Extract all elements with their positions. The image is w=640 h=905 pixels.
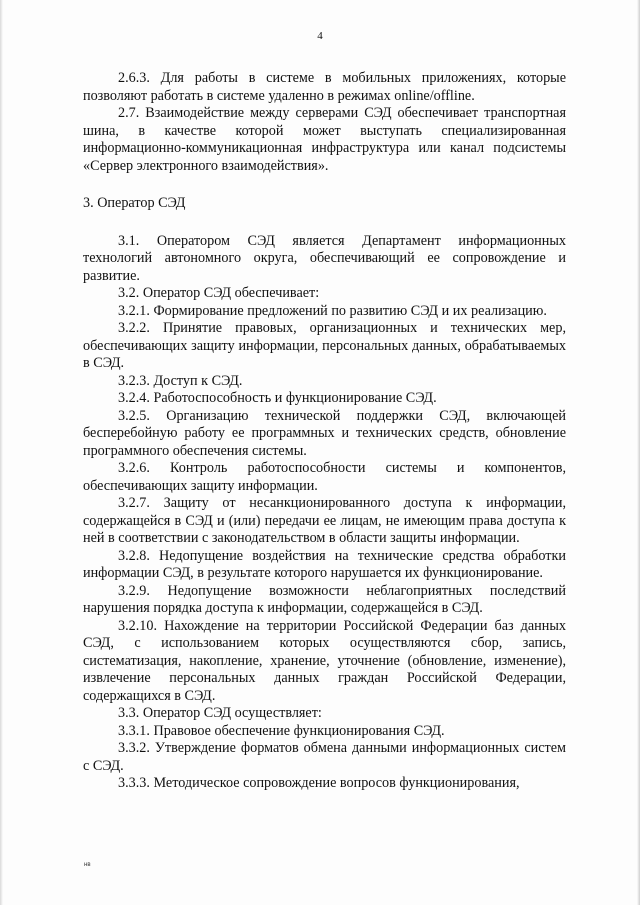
paragraph-3-2-6: 3.2.6. Контроль работоспособности системы и компонентов, обеспечивающих защиту информации. <box>83 460 566 494</box>
paragraph-3-2-2: 3.2.2. Принятие правовых, организационных и технических мер, обеспечивающих защиту информации, персональных данных, обрабатываемых в СЭД. <box>83 320 566 371</box>
paragraph-3-2-7: 3.2.7. Защиту от несанкционированного доступа к информации, содержащейся в СЭД и (или) передачи ее лицам, не имеющим права доступа к ней в соответствии с законодательством в области защиты информации. <box>83 495 566 546</box>
paragraph-3-3-3: 3.3.3. Методическое сопровождение вопросов функционирования, <box>118 775 520 791</box>
paragraph-3-2-5: 3.2.5. Организацию технической поддержки СЭД, включающей бесперебойную работу ее программных и технических средств, обновление программного обеспечения системы. <box>83 407 566 459</box>
paragraph-3-3: 3.3. Оператор СЭД осуществляет: <box>118 705 322 721</box>
scan-edge-left <box>0 0 3 905</box>
paragraph-3-3-2: 3.3.2. Утверждение форматов обмена данными информационных систем с СЭД. <box>83 740 566 774</box>
paragraph-3-2-10: 3.2.10. Нахождение на территории Российской Федерации баз данных СЭД, с использованием которых осуществляются сбор, запись, систематизация, накопление, хранение, уточнение (обновление, изменение), извлечение персональных данных граждан Российской Федерации, содержащихся в СЭД. <box>83 617 566 704</box>
paragraph-3-2-9: 3.2.9. Недопущение возможности неблагоприятных последствий нарушения порядка доступа к информации, содержащейся в СЭД. <box>83 582 566 616</box>
footer-initials: нв <box>84 862 91 868</box>
paragraph-3-2-4: 3.2.4. Работоспособность и функционирование СЭД. <box>118 390 437 406</box>
paragraph-3-1: 3.1. Оператором СЭД является Департамент информационных технологий автономного округа, обеспечивающий ее сопровождение и развитие. <box>83 232 566 284</box>
page-number: 4 <box>317 30 323 42</box>
paragraph-3-2-8: 3.2.8. Недопущение воздействия на технические средства обработки информации СЭД, в результате которого нарушается их функционирование. <box>83 547 566 581</box>
paragraph-2-7: 2.7. Взаимодействие между серверами СЭД обеспечивает транспортная шина, в качестве которой может выступать специализированная информационно-коммуникационная инфраструктура или канал подсистемы «Сервер электронного взаимодействия». <box>83 105 566 174</box>
paragraph-3-2: 3.2. Оператор СЭД обеспечивает: <box>118 285 320 301</box>
section-heading: 3. Оператор СЭД <box>83 195 186 211</box>
paragraph-3-3-1: 3.3.1. Правовое обеспечение функционирования СЭД. <box>118 722 445 739</box>
paragraph-3-2-3: 3.2.3. Доступ к СЭД. <box>118 372 243 389</box>
paragraph-2-6-3: 2.6.3. Для работы в системе в мобильных приложениях, которые позволяют работать в системе удаленно в режимах online/offline. <box>83 70 566 104</box>
paragraph-3-2-1: 3.2.1. Формирование предложений по развитию СЭД и их реализацию. <box>118 302 547 319</box>
document-body <box>83 70 566 793</box>
